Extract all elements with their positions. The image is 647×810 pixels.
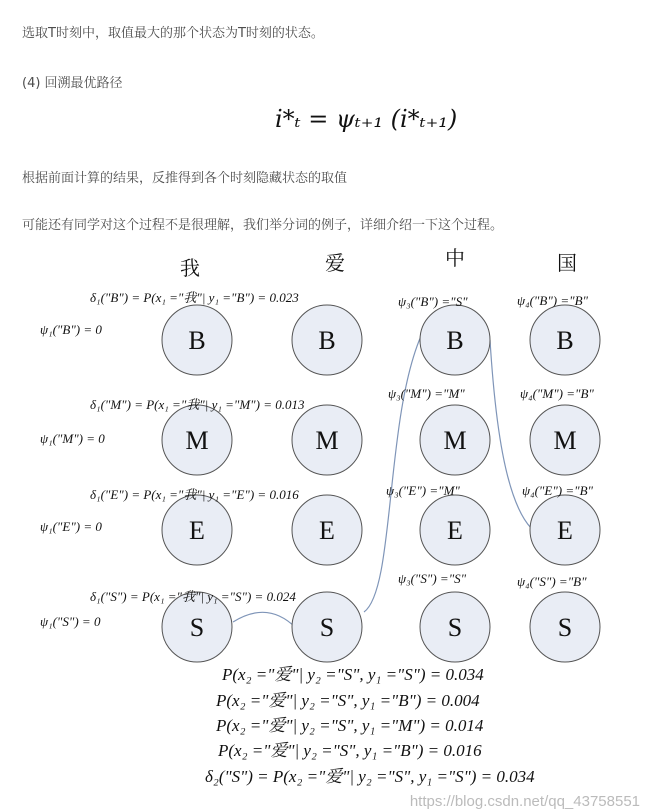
watermark: https://blog.csdn.net/qq_43758551 (409, 793, 640, 810)
column-header-1: 我 (180, 258, 200, 280)
backtrack-formula: i*ₜ = ψₜ₊₁ (i*ₜ₊₁) (275, 105, 458, 133)
state-node-S-3: S (447, 613, 463, 642)
psi3-label: ψ₃("M") ="M" (388, 386, 465, 401)
path-line-b3-e4 (490, 340, 531, 528)
state-node-E-2: E (319, 516, 335, 545)
probability-equation: P(x₂ ="爱"| y₂ ="S", y₁ ="S") = 0.034 (222, 665, 484, 684)
path-line-s1-s2 (233, 612, 296, 628)
state-node-S-2: S (319, 613, 335, 642)
state-node-M-2: M (315, 426, 339, 455)
state-node-M-3: M (443, 426, 467, 455)
probability-equation: δ₂("S") = P(x₂ ="爱"| y₂ ="S", y₁ ="S") = 0.034 (205, 767, 535, 786)
psi3-label: ψ₃("S") ="S" (398, 571, 467, 586)
psi1-label: ψ₁("S") = 0 (40, 614, 101, 629)
column-header-4: 国 (557, 253, 577, 275)
psi4-label: ψ₄("M") ="B" (520, 386, 594, 401)
state-node-M-4: M (553, 426, 577, 455)
state-node-B-1: B (188, 326, 206, 355)
state-node-B-4: B (556, 326, 574, 355)
column-header-3: 中 (445, 248, 465, 270)
psi1-label: ψ₁("B") = 0 (40, 322, 102, 337)
psi1-label: ψ₁("M") = 0 (40, 431, 105, 446)
state-node-S-4: S (557, 613, 573, 642)
psi1-label: ψ₁("E") = 0 (40, 519, 102, 534)
psi4-label: ψ₄("E") ="B" (522, 483, 593, 498)
state-node-E-3: E (447, 516, 463, 545)
delta1-label: δ₁("B") = P(x₁ ="我"| y₁ ="B") = 0.023 (90, 290, 299, 305)
delta1-label: δ₁("M") = P(x₁ ="我"| y₁ ="M") = 0.013 (90, 397, 305, 412)
psi3-label: ψ₃("B") ="S" (398, 294, 468, 309)
column-header-2: 爱 (325, 253, 345, 275)
optimal-path-lines (233, 336, 531, 628)
paragraph-result: 根据前面计算的结果，反推得到各个时刻隐藏状态的取值 (22, 171, 348, 186)
probability-equation: P(x₂ ="爱"| y₂ ="S", y₁ ="B") = 0.016 (218, 741, 482, 760)
delta1-label: δ₁("S") = P(x₁ ="我"| y₁ ="S") = 0.024 (90, 589, 296, 604)
state-node-E-1: E (189, 516, 205, 545)
state-node-B-2: B (318, 326, 336, 355)
state-node-B-3: B (446, 326, 464, 355)
psi4-label: ψ₄("S") ="B" (517, 574, 587, 589)
psi3-label: ψ₃("E") ="M" (386, 483, 460, 498)
paragraph-example-intro: 可能还有同学对这个过程不是很理解，我们举分词的例子，详细介绍一下这个过程。 (22, 218, 504, 233)
state-node-S-1: S (189, 613, 205, 642)
paragraph-select-state: 选取T时刻中，取值最大的那个状态为T时刻的状态。 (22, 26, 324, 41)
section-heading-backtrack: (4) 回溯最优路径 (22, 76, 123, 91)
state-node-M-1: M (185, 426, 209, 455)
delta1-label: δ₁("E") = P(x₁ ="我"| y₁ ="E") = 0.016 (90, 487, 299, 502)
state-node-E-4: E (557, 516, 573, 545)
probability-equation: P(x₂ ="爱"| y₂ ="S", y₁ ="B") = 0.004 (216, 691, 480, 710)
probability-equation: P(x₂ ="爱"| y₂ ="S", y₁ ="M") = 0.014 (216, 716, 484, 735)
psi4-label: ψ₄("B") ="B" (517, 293, 588, 308)
